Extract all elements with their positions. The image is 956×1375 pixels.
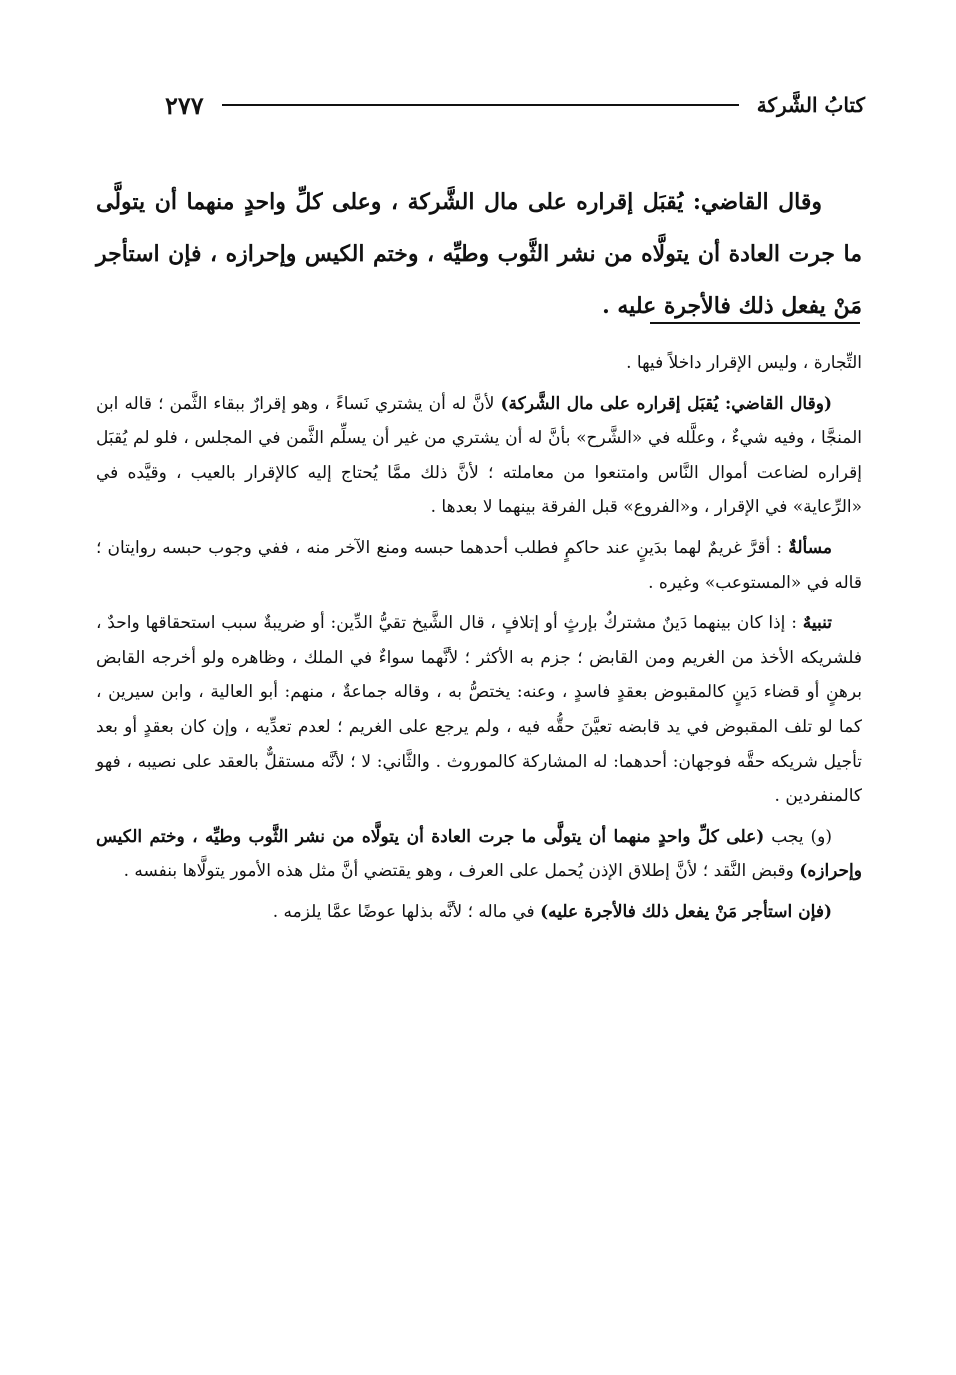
commentary-paragraph bbox=[96, 346, 862, 381]
main-text-block bbox=[96, 176, 862, 332]
commentary-text: (و) يجب bbox=[764, 826, 832, 847]
running-header bbox=[165, 90, 865, 120]
commentary-paragraph bbox=[96, 606, 862, 814]
commentary-text: وقبض النَّقد ؛ لأنَّ إطلاق الإذن يُحمل على العرف ، وهو يقتضي أنَّ مثل هذه الأمور يتولَّاها بنفسه . bbox=[123, 861, 800, 882]
commentary-block bbox=[96, 346, 862, 936]
note-heading: تنبيهٌ bbox=[802, 613, 832, 634]
commentary-text: لأنَّ له أن يشتري نَساءً ، وهو إقرارٌ ببقاء الثَّمن ؛ قاله ابن المنجَّا ، وفيه شيءٌ ، وعلَّله في «الشَّرح» بأنَّ له أن يشتري من غير أن يسلِّم الثَّمن في المجلس ، فلو لم يُقبَل إقراره لضاعت أموال النَّاس وامتنعوا من معاملته ؛ لأنَّ ذلك ممَّا يُحتاج إليه كالإقرار بالعيب ، وقيَّده في «الرِّعاية» في الإقرار ، و«الفروع» قبل الفرقة بينهما لا بعدها . bbox=[96, 393, 862, 518]
header-rule bbox=[222, 104, 739, 106]
quoted-matn: (وقال القاضي: يُقبَل إقراره على مال الشَّركة) bbox=[500, 393, 832, 414]
commentary-paragraph bbox=[96, 820, 862, 889]
commentary-paragraph bbox=[96, 387, 862, 525]
footnote-separator bbox=[650, 322, 860, 324]
main-text: وقال القاضي: يُقبَل إقراره على مال الشَّركة ، وعلى كلِّ واحدٍ منهما أن يتولَّى ما جرت العادة أن يتولَّاه من نشر الثَّوب وطيِّه ، وختم الكيس وإحرازه ، فإن استأجر مَنْ يفعل ذلك فالأجرة عليه . bbox=[96, 189, 862, 319]
quoted-matn: (على كلِّ واحدٍ منهما أن يتولَّى ما جرت العادة أن يتولَّاه من نشر الثَّوب وطيِّه ، وختم الكيس وإحرازه) bbox=[96, 826, 862, 882]
commentary-paragraph bbox=[96, 531, 862, 600]
book-title: كتابُ الشَّركة bbox=[756, 93, 865, 117]
page-number: ٢٧٧ bbox=[165, 90, 204, 120]
issue-heading: مسألةٌ bbox=[788, 537, 832, 558]
commentary-text: : أقرَّ غريمٌ لهما بدَينٍ عند حاكمٍ فطلب أحدهما حبسه ومنع الآخر منه ، ففي وجوب حبسه روايتان ؛ قاله في «المستوعب» وغيره . bbox=[96, 537, 862, 593]
commentary-text: : إذا كان بينهما دَينٌ مشتركٌ بإرثٍ أو إتلافٍ ، قال الشَّيخ تقيُّ الدِّين: أو ضريبةٌ سبب استحقاقها واحدٌ ، فلشريكه الأخذ من الغريم ومن القابض ؛ جزم به الأكثر ؛ لأنَّهما سواءٌ في الملك ، وظاهره ولو أخرجه القابض برهنٍ أو قضاء دَينٍ كالمقبوض بعقدٍ فاسدٍ ، وعنه: يختصُّ به ، وقاله جماعةٌ ، منهم: أبو العالية ، وابن سيرين ، كما لو تلف المقبوض في يد قابضه تعيَّنَ حقُّه فيه ، ولم يرجع على الغريم ؛ لعدم تعدِّيه ، وإن كان بعقدٍ أو بعد تأجيل شريكه حقَّه فوجهان: أحدهما: له المشاركة كالموروث . والثَّاني: لا ؛ لأنَّه مستقلٌّ بالعقد على نصيبه ، فهو كالمنفردين . bbox=[96, 613, 862, 807]
commentary-text: التِّجارة ، وليس الإقرار داخلاً فيها . bbox=[626, 353, 862, 373]
commentary-paragraph bbox=[96, 895, 862, 930]
commentary-text: في ماله ؛ لأنَّه بذلها عوضًا عمَّا يلزمه . bbox=[272, 901, 541, 922]
quoted-matn: (فإن استأجر مَنْ يفعل ذلك فالأجرة عليه) bbox=[540, 901, 832, 922]
